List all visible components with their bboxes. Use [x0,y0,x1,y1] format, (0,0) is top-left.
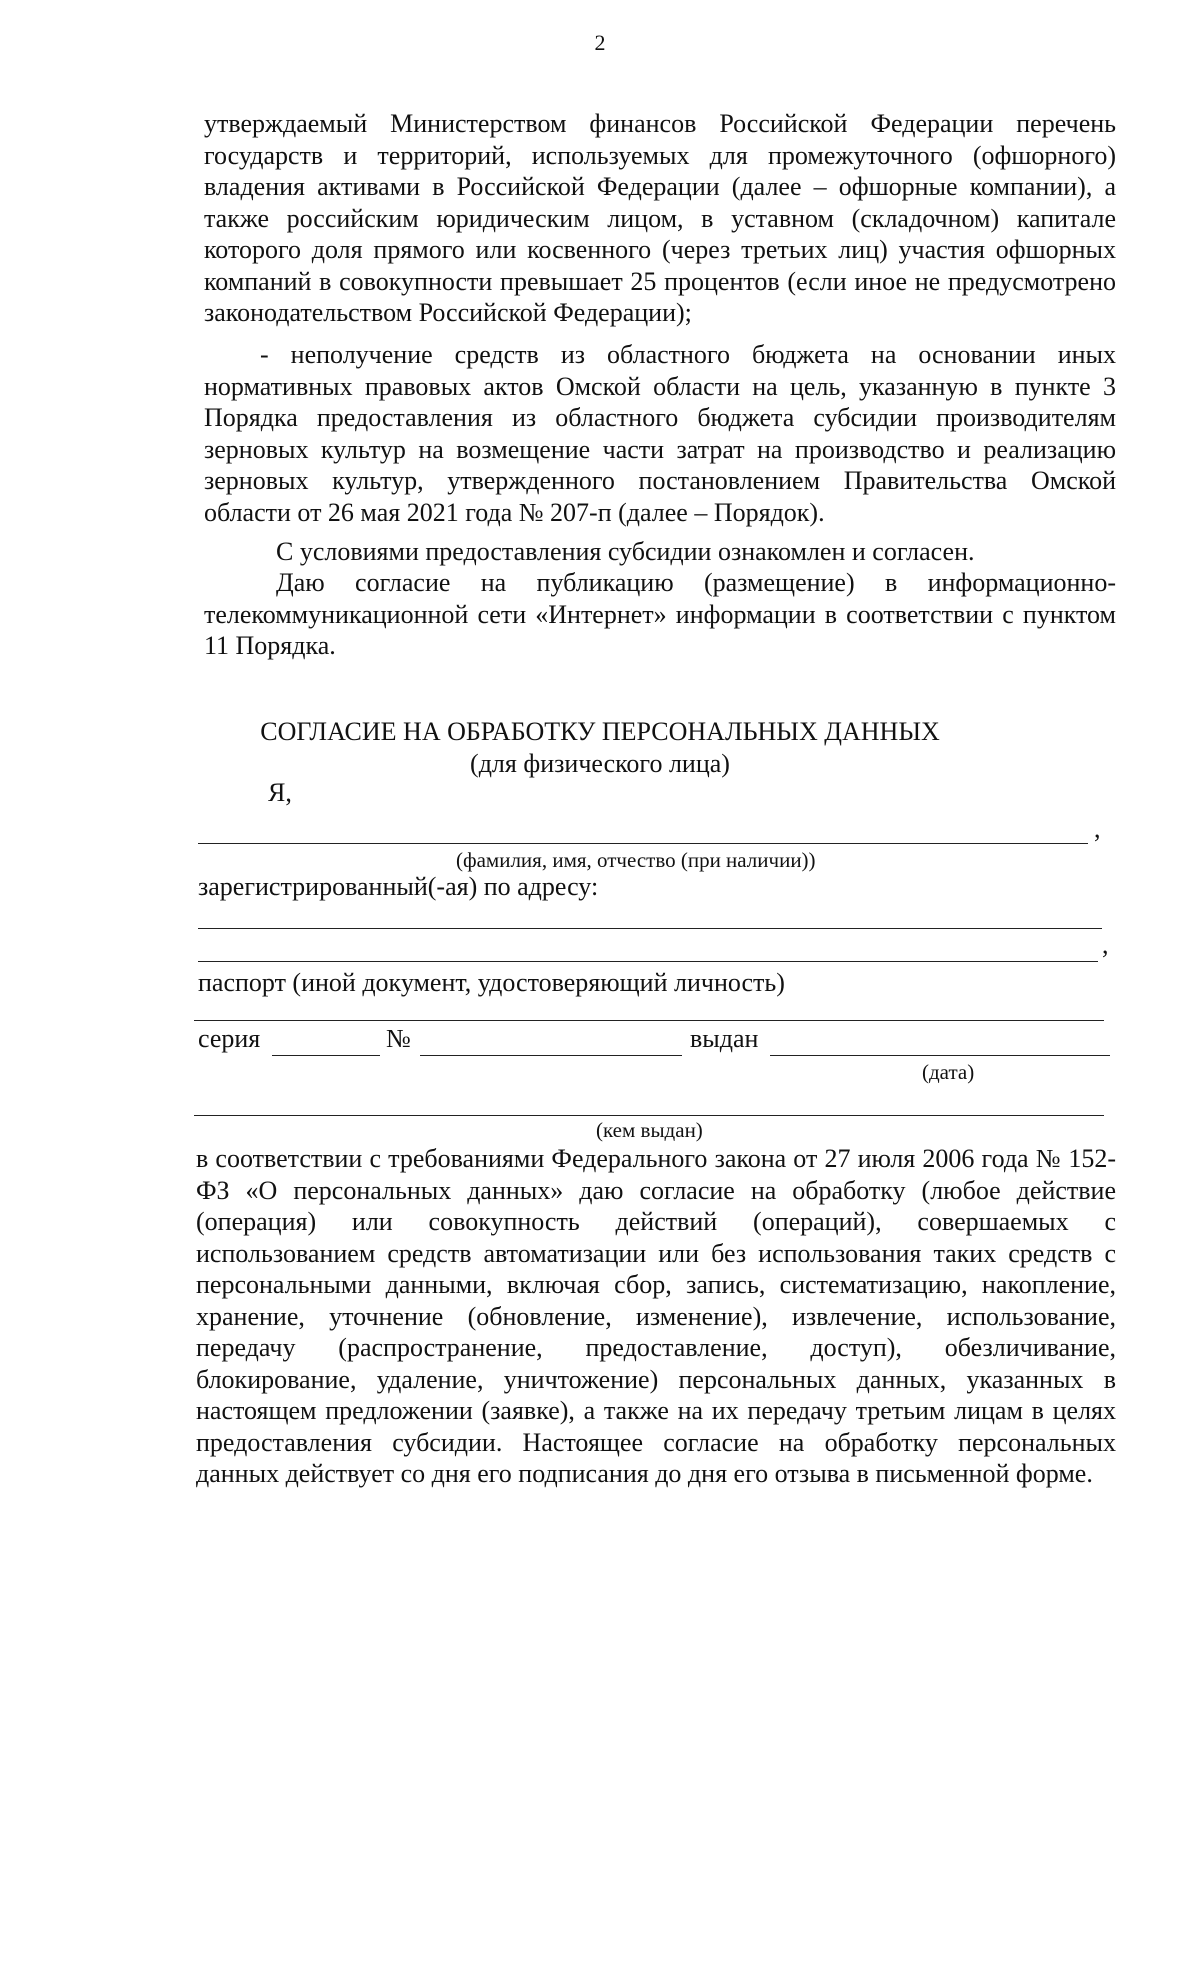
number-label: № [386,1024,411,1053]
date-caption: (дата) [922,1060,975,1084]
issued-label: выдан [690,1024,759,1053]
passport-line [194,1020,1104,1021]
publication-paragraph: Даю согласие на публикацию (размещение) в информационно-телекоммуникационной сети «Интернет» информации в соответствии с пунктом 11 Порядка. [204,568,1116,660]
issued-line [770,1055,1110,1056]
issuer-line [194,1115,1104,1116]
conditions-paragraph: С условиями предоставления субсидии ознакомлен и согласен. [276,537,975,566]
page-number: 2 [594,30,606,55]
consent-body: в соответствии с требованиями Федерального закона от 27 июля 2006 года № 152-ФЗ «О персональных данных» даю согласие на обработку (любое действие (операция) или совокупность действий (операций), совершаемых с использованием средств автоматизации или без использования таких средств с персональными данными, включая сбор, запись, систематизацию, накопление, хранение, уточнение (обновление, изменение), извлечение, использование, передачу (распространение, предоставление, доступ), обезличивание, блокирование, удаление, уничтожение) персональных данных, указанных в настоящем предложении (заявке), а также на их передачу третьим лицам в целях предоставления субсидии. Настоящее согласие на обработку персональных данных действует со дня его подписания до дня его отзыва в письменной форме. [196,1144,1116,1488]
series-label: серия [198,1024,261,1053]
fio-comma: , [1094,814,1101,843]
fio-caption: (фамилия, имя, отчество (при наличии)) [456,848,816,872]
issuer-caption: (кем выдан) [596,1118,703,1142]
consent-subtitle: (для физического лица) [470,749,730,778]
address-line-1 [198,928,1102,929]
consent-title: СОГЛАСИЕ НА ОБРАБОТКУ ПЕРСОНАЛЬНЫХ ДАННЫХ [260,717,940,746]
address-label: зарегистрированный(-ая) по адресу: [198,872,599,901]
bullet-paragraph: - неполучение средств из областного бюджета на основании иных нормативных правовых актов Омской области на цель, указанную в пункте 3 Порядка предоставления из областного бюджета субсидии производителям зерновых культур на возмещение части затрат на производство и реализацию зерновых культур, утвержденного постановлением Правительства Омской области от 26 мая 2021 года № 207-п (далее – Порядок). [204,340,1116,527]
intro-paragraph: утверждаемый Министерством финансов Российской Федерации перечень государств и территорий, используемых для промежуточного (офшорного) владения активами в Российской Федерации (далее – офшорные компании), а также российским юридическим лицом, в уставном (складочном) капитале которого доля прямого или косвенного (через третьих лиц) участия офшорных компаний в совокупности превышает 25 процентов (если иное не предусмотрено законодательством Российской Федерации); [204,109,1116,327]
fio-line [198,843,1088,844]
passport-label: паспорт (иной документ, удостоверяющий личность) [198,968,785,997]
i-label: Я, [268,778,292,807]
number-line [420,1055,682,1056]
address-comma: , [1102,930,1109,959]
address-line-2 [198,961,1098,962]
series-line [272,1055,380,1056]
